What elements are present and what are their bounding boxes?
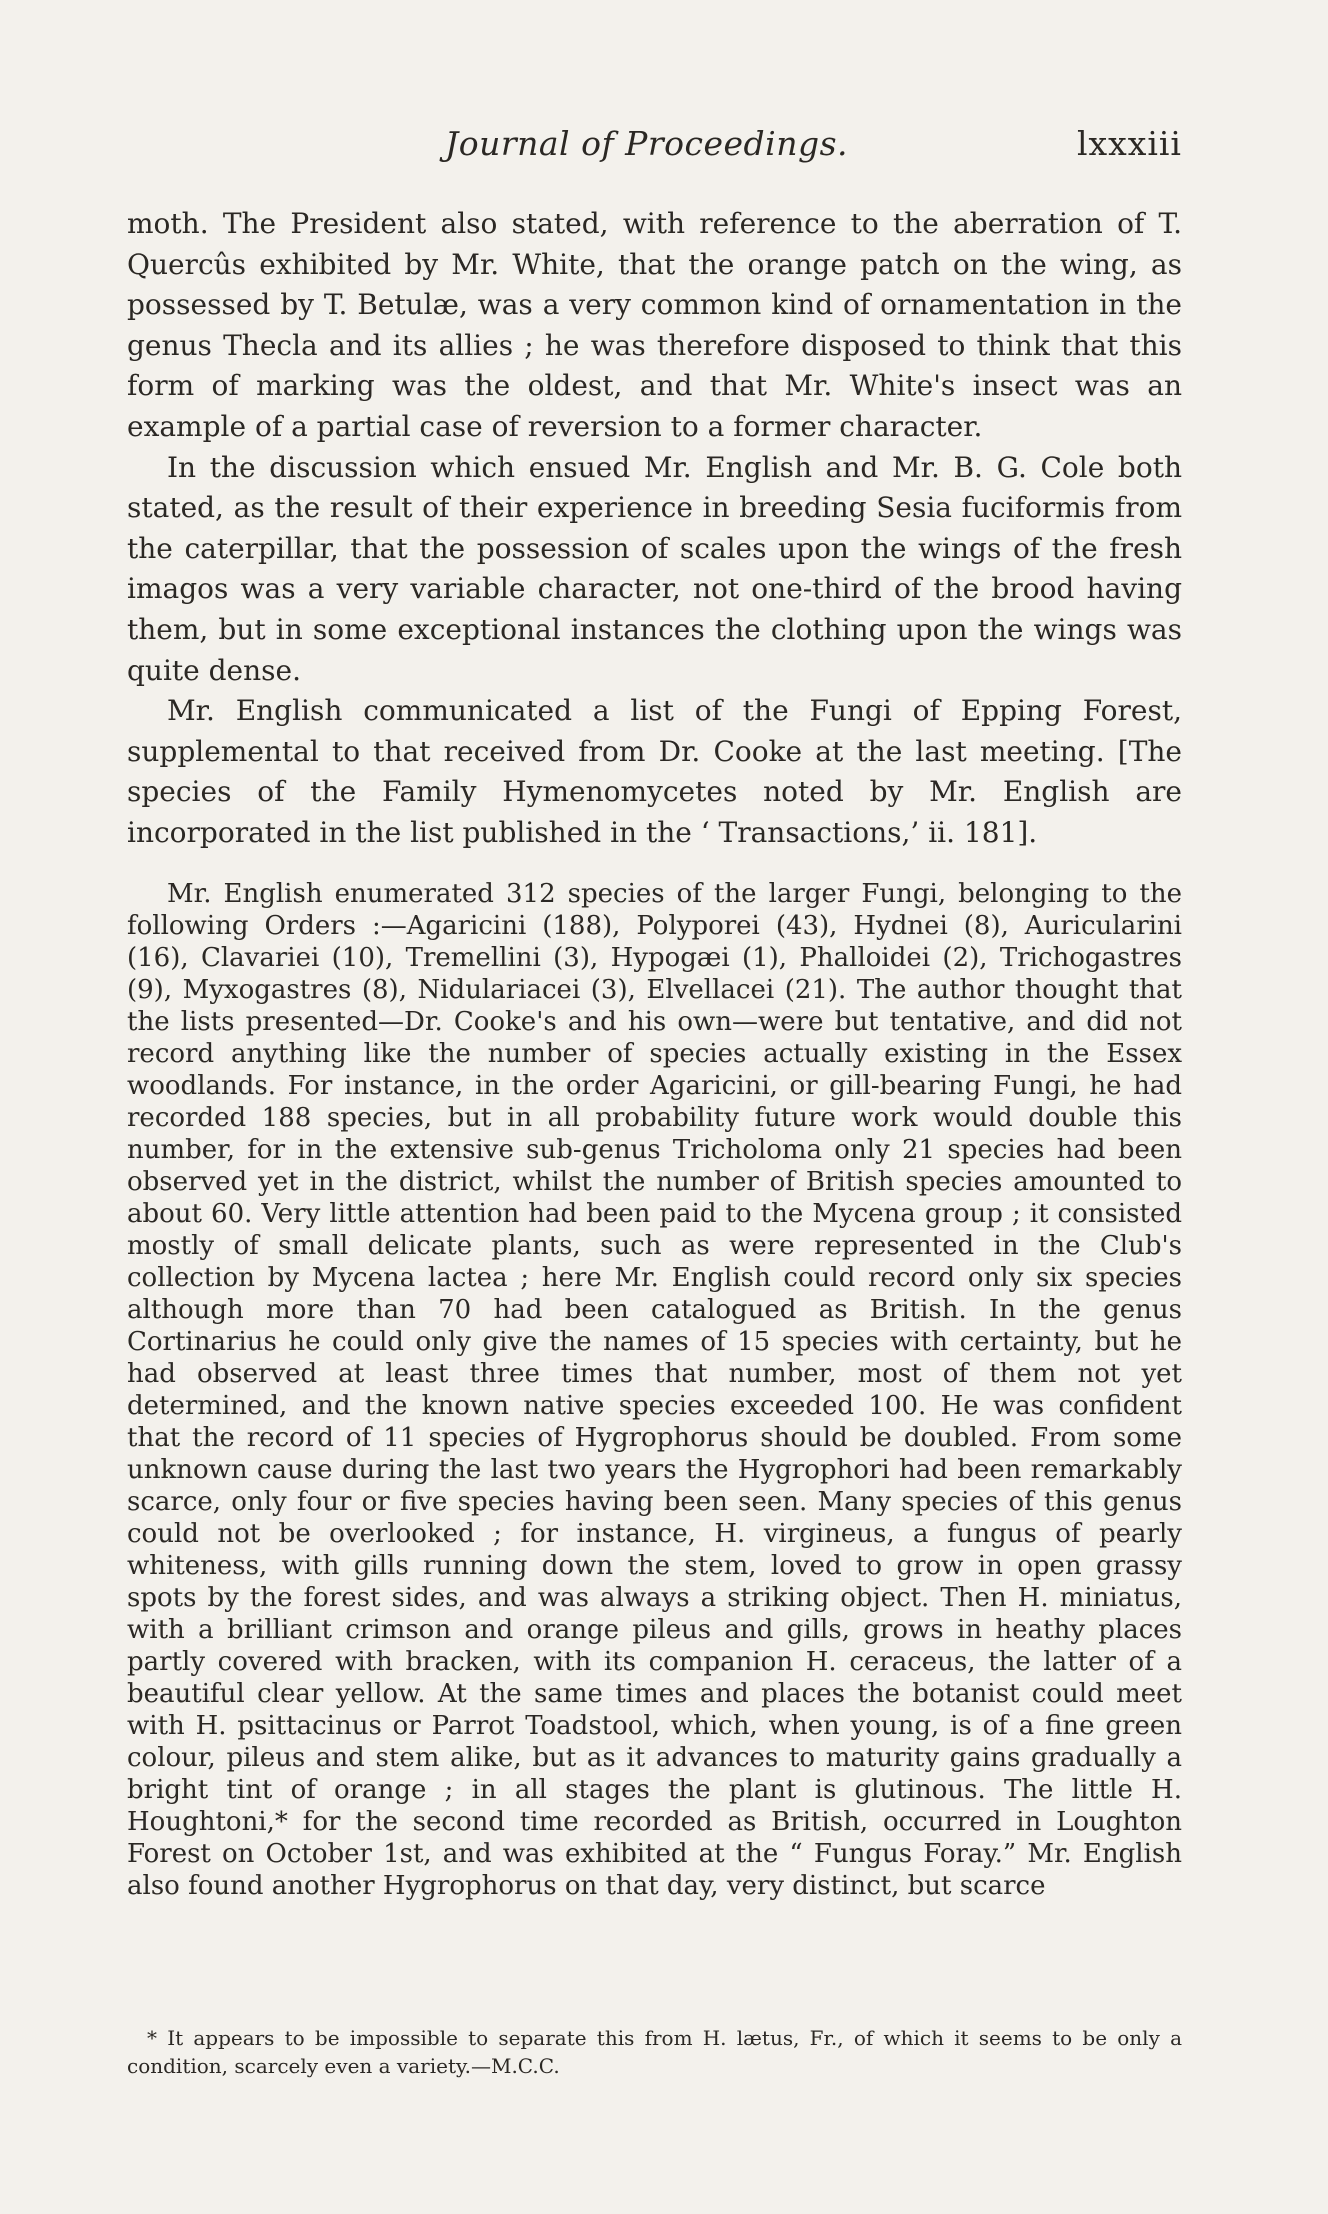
footnote-text: * It appears to be impossible to separate this from H. lætus, Fr., of which it seems to be only a condition, scarcely even a variety.—M.C.C. <box>127 2026 1182 2078</box>
main-text <box>127 204 1182 854</box>
small-print-section <box>127 878 1182 1902</box>
paragraph-fungi-enumeration: Mr. English enumerated 312 species of the larger Fungi, belonging to the following Orders :—Agaricini (188), Polyporei (43), Hydnei (8), Auricularini (16), Clavariei (10), Tremellini (3), Hypogæi (1), Phalloidei (2), Trichogastres (9), Myxogastres (8), Nidulariacei (3), Elvellacei (21). The author thought that the lists presented—Dr. Cooke's and his own—were but tentative, and did not record anything like the number of species actually existing in the Essex woodlands. For instance, in the order Agaricini, or gill-bearing Fungi, he had recorded 188 species, but in all probability future work would double this number, for in the extensive sub-genus Tricholoma only 21 species had been observed yet in the district, whilst the number of British species amounted to about 60. Very little attention had been paid to the Mycena group ; it consisted mostly of small delicate plants, such as were represented in the Club's collection by Mycena lactea ; here Mr. English could record only six species although more than 70 had been catalogued as British. In the genus Cortinarius he could only give the names of 15 species with certainty, but he had observed at least three times that number, most of them not yet determined, and the known native species exceeded 100. He was confident that the record of 11 species of Hygrophorus should be doubled. From some unknown cause during the last two years the Hygrophori had been remarkably scarce, only four or five species having been seen. Many species of this genus could not be overlooked ; for instance, H. virgineus, a fungus of pearly whiteness, with gills running down the stem, loved to grow in open grassy spots by the forest sides, and was always a striking object. Then H. miniatus, with a brilliant crimson and orange pileus and gills, grows in heathy places partly covered with bracken, with its companion H. ceraceus, the latter of a beautiful clear yellow. At the same times and places the botanist could meet with H. psittacinus or Parrot Toadstool, which, when young, is of a fine green colour, pileus and stem alike, but as it advances to maturity gains gradually a bright tint of orange ; in all stages the plant is glutinous. The little H. Houghtoni,* for the second time recorded as British, occurred in Loughton Forest on October 1st, and was exhibited at the “ Fungus Foray.” Mr. English also found another Hygrophorus on that day, very distinct, but scarce <box>127 879 1182 1901</box>
footnote <box>127 2024 1182 2080</box>
page-number: lxxxiii <box>1076 124 1182 163</box>
running-title: Journal of Proceedings. <box>445 124 849 163</box>
paragraph-fungi-list: Mr. English communicated a list of the Fungi of Epping Forest, supplemental to that received from Dr. Cooke at the last meeting. [The species of the Family Hymenomycetes noted by Mr. English are incorporated in the list published in the ‘ Transactions,’ ii. 181]. <box>127 694 1182 849</box>
paragraph-continuation: moth. The President also stated, with reference to the aberration of T. Quercûs exhibited by Mr. White, that the orange patch on the wing, as possessed by T. Betulæ, was a very common kind of ornamentation in the genus Thecla and its allies ; he was therefore disposed to think that this form of marking was the oldest, and that Mr. White's insect was an example of a partial case of reversion to a former character. <box>127 207 1182 443</box>
paragraph-discussion: In the discussion which ensued Mr. English and Mr. B. G. Cole both stated, as the result of their experience in breeding Sesia fuciformis from the caterpillar, that the possession of scales upon the wings of the fresh imagos was a very variable character, not one-third of the brood having them, but in some exceptional instances the clothing upon the wings was quite dense. <box>127 450 1182 687</box>
running-header <box>127 124 1182 176</box>
